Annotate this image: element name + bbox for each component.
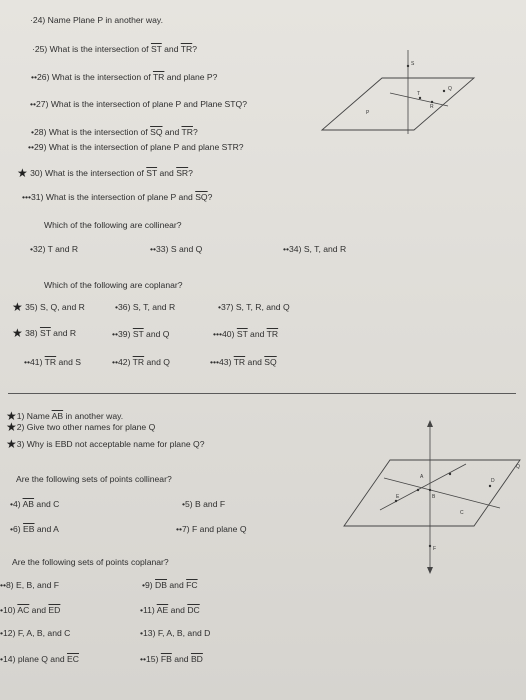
question-15: ••15) $\overline{FB}$ and $\overline{BD}$: [140, 654, 203, 664]
question-3: ★3) Why is EBD not acceptable name for plane Q?: [6, 437, 205, 451]
question-31: •••31) What is the intersection of plane P and $\overline{SQ}$?: [22, 192, 213, 202]
question-36: •36) S, T, and R: [115, 302, 176, 312]
star-icon: ★: [6, 437, 17, 451]
star-icon: ★: [17, 166, 28, 180]
question-25: ·25) What is the intersection of $\overline{ST}$ and $\overline{TR}$?: [32, 44, 197, 54]
question-26: ••26) What is the intersection of $\overline{TR}$ and plane P?: [31, 72, 218, 82]
label-d: D: [491, 478, 495, 484]
section-divider: [8, 393, 516, 394]
label-t: T: [417, 91, 421, 97]
question-12: •12) F, A, B, and C: [0, 628, 71, 638]
plane-p-diagram: [320, 48, 480, 138]
coplanar-heading: Which of the following are coplanar?: [44, 280, 183, 290]
question-4: •4) $\overline{AB}$ and C: [10, 499, 60, 509]
question-35: ★ 35) S, Q, and R: [12, 300, 85, 314]
question-29: ••29) What is the intersection of plane P and plane STR?: [28, 142, 244, 152]
label-r: R: [430, 104, 434, 110]
question-27: ••27) What is the intersection of plane P and Plane STQ?: [30, 99, 248, 109]
question-24: ·24) Name Plane P in another way.: [30, 15, 163, 25]
label-e: E: [396, 494, 400, 500]
question-6: •6) $\overline{EB}$ and A: [10, 524, 59, 534]
question-11: •11) $\overline{AE}$ and $\overline{DC}$: [140, 605, 200, 615]
collinear-heading: Which of the following are collinear?: [44, 220, 182, 230]
label-b: B: [432, 494, 436, 500]
label-f: F: [433, 546, 437, 552]
question-32: •32) T and R: [30, 244, 79, 254]
question-42: ••42) $\overline{TR}$ and Q: [112, 357, 170, 367]
question-13: •13) F, A, B, and D: [140, 628, 211, 638]
question-30: ★ 30) What is the intersection of $\overline{ST}$ and $\overline{SR}$?: [17, 166, 193, 180]
question-37: •37) S, T, R, and Q: [218, 302, 290, 312]
star-icon: ★: [12, 300, 23, 314]
label-p: P: [366, 110, 370, 116]
star-icon: ★: [12, 326, 23, 340]
question-28: •28) What is the intersection of $\overline{SQ}$ and $\overline{TR}$?: [31, 127, 198, 137]
label-a: A: [420, 474, 424, 480]
star-icon: ★: [6, 409, 17, 423]
label-c: C: [460, 510, 464, 516]
question-43: •••43) $\overline{TR}$ and $\overline{SQ}$: [210, 357, 277, 367]
question-5: •5) B and F: [182, 499, 226, 509]
plane-q-diagram: [340, 418, 526, 578]
coplanar-heading-2: Are the following sets of points coplanar?: [12, 557, 169, 567]
question-40: •••40) $\overline{ST}$ and $\overline{TR}$: [213, 329, 279, 339]
question-7: ••7) F and plane Q: [176, 524, 247, 534]
question-2: ★2) Give two other names for plane Q: [6, 420, 156, 434]
question-8: ••8) E, B, and F: [0, 580, 60, 590]
label-s: S: [411, 61, 415, 67]
question-14: •14) plane Q and $\overline{EC}$: [0, 654, 79, 664]
question-38: ★ 38) $\overline{ST}$ and R: [12, 326, 77, 340]
label-q: Q: [516, 464, 520, 470]
label-q: Q: [448, 86, 452, 92]
question-34: ••34) S, T, and R: [283, 244, 347, 254]
collinear-heading-2: Are the following sets of points collinear?: [16, 474, 172, 484]
star-icon: ★: [6, 420, 17, 434]
question-10: •10) $\overline{AC}$ and $\overline{ED}$: [0, 605, 61, 615]
question-9: •9) $\overline{DB}$ and $\overline{FC}$: [142, 580, 198, 590]
question-41: ••41) $\overline{TR}$ and S: [24, 357, 81, 367]
question-39: ••39) $\overline{ST}$ and Q: [112, 329, 170, 339]
question-1: ★1) Name $\overline{AB}$ in another way.: [6, 409, 124, 423]
question-33: ••33) S and Q: [150, 244, 203, 254]
